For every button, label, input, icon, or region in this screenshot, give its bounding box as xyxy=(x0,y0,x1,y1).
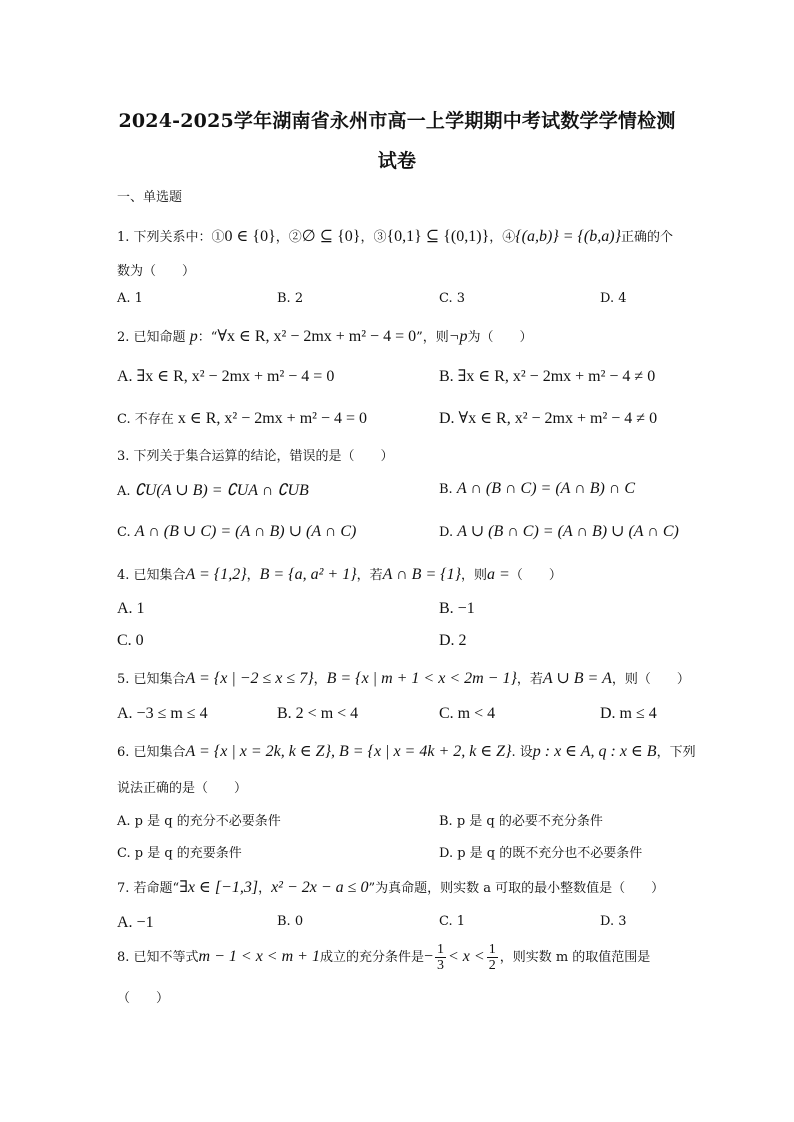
q3-option-b: B. A ∩ (B ∩ C) = (A ∩ B) ∩ C xyxy=(439,480,636,497)
q3-option-d: D. A ∪ (B ∩ C) = (A ∩ B) ∪ (A ∩ C) xyxy=(439,523,679,540)
q4-option-a: A. 1 xyxy=(117,600,145,617)
question-8: 8. 已知不等式m − 1 < x < m + 1成立的充分条件是− $\frac{1}{3}$ < x < $\frac{1}{2}$ ，则实数 m 的取值范围是 xyxy=(117,942,651,973)
q1-option-c: C. 3 xyxy=(439,291,466,306)
q7-option-c: C. 1 xyxy=(439,914,466,929)
q2-option-a: A. ∃x ∈ R, x² − 2mx + m² − 4 = 0 xyxy=(117,368,335,385)
q7-option-d: D. 3 xyxy=(600,914,627,929)
q6-option-d: D. p 是 q 的既不充分也不必要条件 xyxy=(439,846,643,861)
section-heading: 一、单选题 xyxy=(117,190,183,205)
question-1: 1. 下列关系中：①0 ∈ {0}，②∅ ⊆ {0}，③{0,1} ⊆ {(0,1)}，④{(a,b)} = {(b,a)}正确的个 xyxy=(117,228,673,245)
exam-title-line2: 试卷 xyxy=(377,150,417,172)
q2-option-c: C. 不存在 x ∈ R, x² − 2mx + m² − 4 = 0 xyxy=(117,410,367,427)
question-2: 2. 已知命题 p：“∀x ∈ R, x² − 2mx + m² − 4 = 0”，则¬p为（ ） xyxy=(117,328,533,345)
q5-option-b: B. 2 < m < 4 xyxy=(277,705,359,722)
q6-option-b: B. p 是 q 的必要不充分条件 xyxy=(439,814,603,829)
q1-option-d: D. 4 xyxy=(600,291,627,306)
q5-option-a: A. −3 ≤ m ≤ 4 xyxy=(117,705,208,722)
q3-option-c: C. A ∩ (B ∪ C) = (A ∩ B) ∪ (A ∩ C) xyxy=(117,523,357,540)
q3-option-a: A. ∁U(A ∪ B) = ∁UA ∩ ∁UB xyxy=(117,482,309,499)
question-8-cont: （ ） xyxy=(117,991,170,1006)
question-6-cont: 说法正确的是（ ） xyxy=(117,781,248,796)
q4-option-d: D. 2 xyxy=(439,632,467,649)
question-4: 4. 已知集合A = {1,2}，B = {a, a² + 1}，若A ∩ B = {1}，则a =（ ） xyxy=(117,566,562,583)
question-1-cont: 数为（ ） xyxy=(117,264,196,279)
question-7: 7. 若命题“∃x ∈ [−1,3]，x² − 2x − a ≤ 0”为真命题，则实数 a 可取的最小整数值是（ ） xyxy=(117,879,665,896)
exam-title-line1: 2024-2025学年湖南省永州市高一上学期期中考试数学学情检测 xyxy=(118,110,676,132)
q1-relation-2: ∅ ⊆ {0} xyxy=(301,228,361,245)
q4-option-c: C. 0 xyxy=(117,632,144,649)
q5-option-c: C. m < 4 xyxy=(439,705,496,722)
q1-relation-1: 0 ∈ {0} xyxy=(224,228,276,245)
q6-option-a: A. p 是 q 的充分不必要条件 xyxy=(117,814,281,829)
q1-relation-4: {(a,b)} = {(b,a)} xyxy=(515,228,621,245)
q4-option-b: B. −1 xyxy=(439,600,475,617)
q1-option-a: A. 1 xyxy=(117,291,143,306)
question-6: 6. 已知集合A = {x | x = 2k, k ∈ Z}, B = {x | x = 4k + 2, k ∈ Z}. 设p : x ∈ A, q : x ∈ B，下列 xyxy=(117,743,696,760)
q7-option-b: B. 0 xyxy=(277,914,304,929)
q5-option-d: D. m ≤ 4 xyxy=(600,705,657,722)
q6-option-c: C. p 是 q 的充要条件 xyxy=(117,846,242,861)
q2-proposition: ∀x ∈ R, x² − 2mx + m² − 4 = 0 xyxy=(217,328,417,345)
q2-option-b: B. ∃x ∈ R, x² − 2mx + m² − 4 ≠ 0 xyxy=(439,368,656,385)
question-3: 3. 下列关于集合运算的结论，错误的是（ ） xyxy=(117,449,394,464)
fraction-one-half: $\frac{1}{2}$ xyxy=(488,942,496,973)
fraction-one-third: $\frac{1}{3}$ xyxy=(437,942,444,973)
q1-option-b: B. 2 xyxy=(277,291,304,306)
q1-relation-3: {0,1} ⊆ {(0,1)} xyxy=(386,228,490,245)
q2-option-d: D. ∀x ∈ R, x² − 2mx + m² − 4 ≠ 0 xyxy=(439,410,658,427)
question-5: 5. 已知集合A = {x | −2 ≤ x ≤ 7}，B = {x | m + 1 < x < 2m − 1}，若A ∪ B = A，则（ ） xyxy=(117,670,690,687)
q7-option-a: A. −1 xyxy=(117,914,154,931)
